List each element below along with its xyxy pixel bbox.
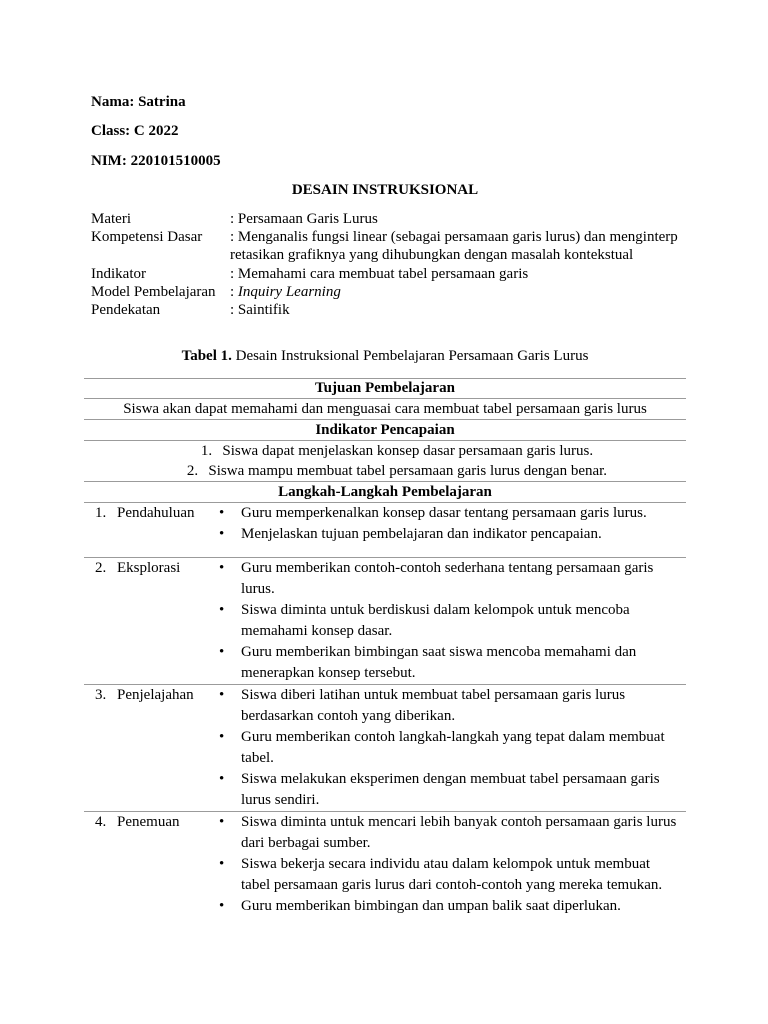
student-nim: NIM: 220101510005 — [91, 153, 221, 169]
bullet-marker: • — [219, 856, 225, 872]
document-title: DESAIN INSTRUKSIONAL — [291, 182, 479, 198]
indikator-list — [84, 440, 686, 481]
bullet-item — [214, 727, 686, 769]
table-header-langkah: Langkah-Langkah Pembelajaran — [84, 481, 686, 502]
instructional-design-table — [84, 378, 686, 917]
step-name: Pendahuluan — [117, 505, 195, 521]
bullet-text-line: Siswa melakukan eksperimen dengan membuat tabel persamaan garis — [241, 771, 660, 787]
bullet-text-line: tabel persamaan garis lurus dari contoh-contoh yang mereka temukan. — [241, 877, 663, 893]
bullet-text-line: menerapkan konsep tersebut. — [241, 665, 416, 681]
bullet-marker: • — [219, 526, 225, 542]
step-title — [84, 503, 214, 557]
bullet-list — [214, 503, 686, 557]
step-name: Penjelajahan — [117, 687, 194, 703]
bullet-text-line: Guru memberikan contoh langkah-langkah yang tepat dalam membuat — [241, 729, 665, 745]
bullet-text-line: berdasarkan contoh yang diberikan. — [241, 708, 456, 724]
bullet-text-line: Siswa bekerja secara individu atau dalam kelompok untuk membuat — [241, 856, 651, 872]
step-row-pendahuluan — [84, 502, 686, 557]
bullet-text-line: Guru memberikan bimbingan dan umpan balik saat diperlukan. — [241, 898, 621, 914]
info-row-kompetensi-dasar — [91, 228, 711, 264]
bullet-text-line: Siswa diminta untuk berdiskusi dalam kelompok untuk mencoba — [241, 602, 630, 618]
student-name: Nama: Satrina — [91, 94, 186, 110]
bullet-item — [214, 896, 686, 917]
table-caption-text: Desain Instruksional Pembelajaran Persamaan Garis Lurus — [235, 348, 589, 364]
step-title — [84, 685, 214, 811]
indikator-item — [108, 441, 686, 461]
bullet-text-line: Siswa diberi latihan untuk membuat tabel persamaan garis lurus — [241, 687, 626, 703]
table-caption — [84, 346, 686, 366]
bullet-text-line: Guru memperkenalkan konsep dasar tentang persamaan garis lurus. — [241, 505, 647, 521]
table-header-indikator: Indikator Pencapaian — [84, 419, 686, 440]
info-value — [230, 228, 678, 264]
bullet-item — [214, 854, 686, 896]
step-name: Penemuan — [117, 814, 180, 830]
bullet-marker: • — [219, 771, 225, 787]
bullet-text-line: Menjelaskan tujuan pembelajaran dan indikator pencapaian. — [241, 526, 602, 542]
indikator-number: 2. — [186, 463, 199, 479]
bullet-text-line: lurus sendiri. — [241, 792, 320, 808]
info-row-pendekatan — [91, 301, 711, 319]
bullet-item — [214, 558, 686, 600]
tujuan-text: Siswa akan dapat memahami dan menguasai cara membuat tabel persamaan garis lurus — [84, 398, 686, 419]
bullet-text-line: memahami konsep dasar. — [241, 623, 393, 639]
step-title — [84, 558, 214, 684]
bullet-text-line: tabel. — [241, 750, 274, 766]
bullet-list — [214, 812, 686, 917]
info-row-materi — [91, 210, 711, 228]
info-separator: : — [230, 211, 235, 227]
info-separator: : — [230, 229, 235, 246]
info-value — [230, 301, 290, 319]
bullet-list — [214, 685, 686, 811]
step-number: 3. — [95, 687, 107, 703]
info-label: Indikator — [91, 265, 146, 282]
table-header-tujuan: Tujuan Pembelajaran — [84, 378, 686, 398]
info-value-text: Menganalis fungsi linear (sebagai persamaan garis lurus) dan menginterp — [237, 229, 678, 246]
bullet-marker: • — [219, 898, 225, 914]
table-caption-label: Tabel 1. — [181, 348, 232, 364]
indikator-text: Siswa dapat menjelaskan konsep dasar persamaan garis lurus. — [222, 443, 594, 459]
info-value-text: Memahami cara membuat tabel persamaan garis — [237, 265, 529, 282]
bullet-item — [214, 524, 686, 545]
bullet-marker: • — [219, 560, 225, 576]
bullet-marker: • — [219, 505, 225, 521]
info-value-text: Persamaan Garis Lurus — [237, 211, 378, 227]
bullet-list — [214, 558, 686, 684]
step-number: 2. — [95, 560, 107, 576]
bullet-item — [214, 769, 686, 811]
bullet-marker: • — [219, 687, 225, 703]
step-row-penjelajahan — [84, 684, 686, 811]
bullet-item — [214, 642, 686, 684]
info-label: Pendekatan — [91, 302, 161, 319]
info-separator: : — [230, 283, 235, 300]
info-row-model-pembelajaran — [91, 283, 711, 301]
bullet-text-line: Guru memberikan contoh-contoh sederhana tentang persamaan garis — [241, 560, 654, 576]
info-section — [91, 210, 711, 319]
info-value-line — [230, 228, 678, 246]
step-title — [84, 812, 214, 917]
bullet-text-line: dari berbagai sumber. — [241, 835, 371, 851]
bullet-marker: • — [219, 814, 225, 830]
step-row-eksplorasi — [84, 557, 686, 684]
info-row-indikator — [91, 265, 711, 283]
step-number: 4. — [95, 814, 107, 830]
info-value-line: retasikan grafiknya yang dihubungkan dengan masalah kontekstual — [230, 247, 634, 264]
info-value-text: Saintifik — [237, 302, 290, 319]
bullet-item — [214, 503, 686, 524]
info-separator: : — [230, 302, 235, 319]
info-separator: : — [230, 265, 235, 282]
bullet-marker: • — [219, 729, 225, 745]
bullet-item — [214, 812, 686, 854]
student-class: Class: C 2022 — [91, 123, 179, 139]
step-row-penemuan — [84, 811, 686, 917]
info-label: Materi — [91, 211, 131, 227]
indikator-text: Siswa mampu membuat tabel persamaan garis lurus dengan benar. — [208, 463, 608, 479]
step-number: 1. — [95, 505, 107, 521]
info-value — [230, 265, 528, 283]
info-value-text: Inquiry Learning — [237, 283, 341, 300]
bullet-text-line: Siswa diminta untuk mencari lebih banyak contoh persamaan garis lurus — [241, 814, 677, 830]
bullet-text-line: Guru memberikan bimbingan saat siswa mencoba memahami dan — [241, 644, 637, 660]
bullet-marker: • — [219, 602, 225, 618]
indikator-item — [108, 461, 686, 481]
bullet-marker: • — [219, 644, 225, 660]
info-label: Model Pembelajaran — [91, 283, 216, 300]
info-label: Kompetensi Dasar — [91, 229, 203, 246]
bullet-item — [214, 685, 686, 727]
bullet-item — [214, 600, 686, 642]
info-value — [230, 283, 341, 301]
bullet-text-line: lurus. — [241, 581, 275, 597]
step-name: Eksplorasi — [117, 560, 181, 576]
info-value — [230, 210, 378, 228]
indikator-number: 1. — [200, 443, 213, 459]
